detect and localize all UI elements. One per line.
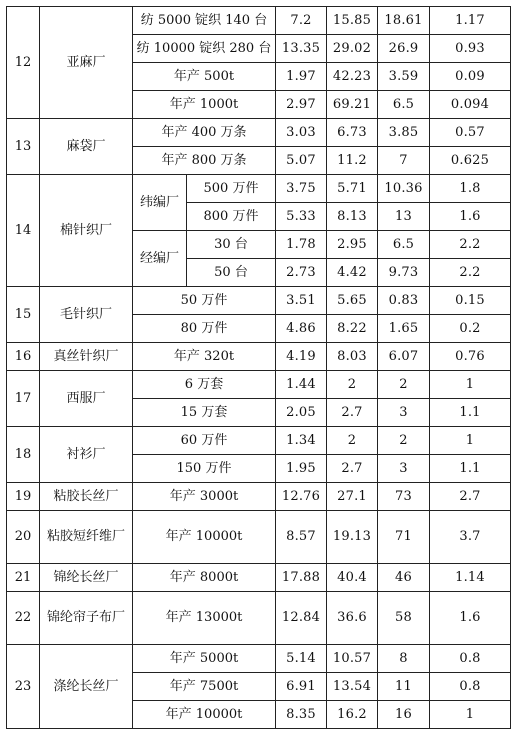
scale-cell: 年产 1000t [133, 91, 276, 119]
value-cell: 7 [378, 147, 430, 175]
scale-cell: 年产 500t [133, 63, 276, 91]
factory-name: 棉针织厂 [40, 175, 133, 287]
value-cell: 6.91 [276, 673, 327, 701]
value-cell: 8.13 [327, 203, 378, 231]
value-cell: 2.7 [430, 483, 511, 511]
value-cell: 3.7 [430, 511, 511, 564]
value-cell: 1.8 [430, 175, 511, 203]
factory-name: 粘胶短纤维厂 [40, 511, 133, 564]
value-cell: 1.65 [378, 315, 430, 343]
value-cell: 6.5 [378, 231, 430, 259]
value-cell: 5.14 [276, 645, 327, 673]
value-cell: 19.13 [327, 511, 378, 564]
value-cell: 2 [327, 427, 378, 455]
value-cell: 8 [378, 645, 430, 673]
value-cell: 42.23 [327, 63, 378, 91]
value-cell: 1.78 [276, 231, 327, 259]
scale-cell: 150 万件 [133, 455, 276, 483]
value-cell: 13 [378, 203, 430, 231]
value-cell: 0.8 [430, 673, 511, 701]
factory-name: 锦纶长丝厂 [40, 564, 133, 592]
scale-cell: 50 万件 [133, 287, 276, 315]
table-row [7, 371, 511, 399]
factory-name: 粘胶长丝厂 [40, 483, 133, 511]
value-cell: 5.33 [276, 203, 327, 231]
scale-cell: 年产 13000t [133, 592, 276, 645]
scale-cell: 纺 10000 锭织 280 台 [133, 35, 276, 63]
scale-cell: 30 台 [187, 231, 276, 259]
value-cell: 8.03 [327, 343, 378, 371]
value-cell: 1 [430, 427, 511, 455]
row-number: 18 [7, 427, 40, 483]
value-cell: 2 [378, 427, 430, 455]
table-row [7, 645, 511, 673]
value-cell: 0.094 [430, 91, 511, 119]
value-cell: 12.76 [276, 483, 327, 511]
value-cell: 1.95 [276, 455, 327, 483]
table-row [7, 427, 511, 455]
factory-name: 衬衫厂 [40, 427, 133, 483]
value-cell: 18.61 [378, 7, 430, 35]
value-cell: 3.75 [276, 175, 327, 203]
value-cell: 2.73 [276, 259, 327, 287]
value-cell: 0.83 [378, 287, 430, 315]
scale-cell: 80 万件 [133, 315, 276, 343]
value-cell: 4.86 [276, 315, 327, 343]
scale-cell: 500 万件 [187, 175, 276, 203]
value-cell: 13.54 [327, 673, 378, 701]
factory-name: 西服厂 [40, 371, 133, 427]
value-cell: 9.73 [378, 259, 430, 287]
factory-name: 亚麻厂 [40, 7, 133, 119]
value-cell: 8.22 [327, 315, 378, 343]
row-number: 12 [7, 7, 40, 119]
value-cell: 2.7 [327, 455, 378, 483]
scale-cell: 年产 10000t [133, 511, 276, 564]
row-number: 22 [7, 592, 40, 645]
value-cell: 0.2 [430, 315, 511, 343]
factory-name: 毛针织厂 [40, 287, 133, 343]
value-cell: 1.1 [430, 399, 511, 427]
row-number: 17 [7, 371, 40, 427]
value-cell: 5.07 [276, 147, 327, 175]
value-cell: 8.35 [276, 701, 327, 729]
factory-name: 涤纶长丝厂 [40, 645, 133, 729]
value-cell: 2.7 [327, 399, 378, 427]
value-cell: 1 [430, 371, 511, 399]
value-cell: 3.51 [276, 287, 327, 315]
row-number: 21 [7, 564, 40, 592]
value-cell: 2 [378, 371, 430, 399]
value-cell: 6.5 [378, 91, 430, 119]
value-cell: 1.14 [430, 564, 511, 592]
value-cell: 2.95 [327, 231, 378, 259]
table-row [7, 343, 511, 371]
value-cell: 2 [327, 371, 378, 399]
row-number: 19 [7, 483, 40, 511]
table-row [7, 511, 511, 564]
value-cell: 0.8 [430, 645, 511, 673]
value-cell: 73 [378, 483, 430, 511]
value-cell: 0.15 [430, 287, 511, 315]
value-cell: 6.73 [327, 119, 378, 147]
value-cell: 10.57 [327, 645, 378, 673]
value-cell: 3.85 [378, 119, 430, 147]
value-cell: 1 [430, 701, 511, 729]
value-cell: 3.03 [276, 119, 327, 147]
value-cell: 1.6 [430, 592, 511, 645]
value-cell: 1.1 [430, 455, 511, 483]
value-cell: 10.36 [378, 175, 430, 203]
value-cell: 0.57 [430, 119, 511, 147]
value-cell: 0.76 [430, 343, 511, 371]
value-cell: 27.1 [327, 483, 378, 511]
value-cell: 2.2 [430, 259, 511, 287]
value-cell: 3 [378, 455, 430, 483]
value-cell: 29.02 [327, 35, 378, 63]
value-cell: 2.2 [430, 231, 511, 259]
value-cell: 40.4 [327, 564, 378, 592]
sub-factory-name: 纬编厂 [133, 175, 187, 231]
row-number: 16 [7, 343, 40, 371]
factory-data-table [6, 6, 511, 729]
value-cell: 0.09 [430, 63, 511, 91]
value-cell: 11.2 [327, 147, 378, 175]
value-cell: 58 [378, 592, 430, 645]
table-row [7, 287, 511, 315]
table-row [7, 483, 511, 511]
value-cell: 1.17 [430, 7, 511, 35]
value-cell: 1.34 [276, 427, 327, 455]
scale-cell: 800 万件 [187, 203, 276, 231]
sub-factory-name: 经编厂 [133, 231, 187, 287]
scale-cell: 60 万件 [133, 427, 276, 455]
value-cell: 71 [378, 511, 430, 564]
value-cell: 5.65 [327, 287, 378, 315]
value-cell: 2.97 [276, 91, 327, 119]
row-number: 14 [7, 175, 40, 287]
table-row [7, 7, 511, 35]
scale-cell: 纺 5000 锭织 140 台 [133, 7, 276, 35]
scale-cell: 6 万套 [133, 371, 276, 399]
value-cell: 0.93 [430, 35, 511, 63]
value-cell: 17.88 [276, 564, 327, 592]
value-cell: 26.9 [378, 35, 430, 63]
factory-name: 锦纶帘子布厂 [40, 592, 133, 645]
value-cell: 13.35 [276, 35, 327, 63]
value-cell: 5.71 [327, 175, 378, 203]
scale-cell: 年产 3000t [133, 483, 276, 511]
value-cell: 46 [378, 564, 430, 592]
value-cell: 36.6 [327, 592, 378, 645]
value-cell: 12.84 [276, 592, 327, 645]
row-number: 23 [7, 645, 40, 729]
scale-cell: 年产 800 万条 [133, 147, 276, 175]
value-cell: 1.44 [276, 371, 327, 399]
scale-cell: 年产 400 万条 [133, 119, 276, 147]
value-cell: 6.07 [378, 343, 430, 371]
value-cell: 15.85 [327, 7, 378, 35]
row-number: 20 [7, 511, 40, 564]
row-number: 13 [7, 119, 40, 175]
value-cell: 0.625 [430, 147, 511, 175]
value-cell: 1.6 [430, 203, 511, 231]
value-cell: 8.57 [276, 511, 327, 564]
value-cell: 11 [378, 673, 430, 701]
value-cell: 4.19 [276, 343, 327, 371]
scale-cell: 年产 320t [133, 343, 276, 371]
scale-cell: 年产 7500t [133, 673, 276, 701]
row-number: 15 [7, 287, 40, 343]
value-cell: 4.42 [327, 259, 378, 287]
value-cell: 3 [378, 399, 430, 427]
scale-cell: 年产 10000t [133, 701, 276, 729]
scale-cell: 50 台 [187, 259, 276, 287]
value-cell: 16.2 [327, 701, 378, 729]
factory-name: 麻袋厂 [40, 119, 133, 175]
table-row [7, 592, 511, 645]
value-cell: 1.97 [276, 63, 327, 91]
table-row [7, 564, 511, 592]
scale-cell: 年产 5000t [133, 645, 276, 673]
scale-cell: 15 万套 [133, 399, 276, 427]
value-cell: 2.05 [276, 399, 327, 427]
value-cell: 3.59 [378, 63, 430, 91]
factory-name: 真丝针织厂 [40, 343, 133, 371]
value-cell: 69.21 [327, 91, 378, 119]
table-row [7, 175, 511, 203]
value-cell: 7.2 [276, 7, 327, 35]
value-cell: 16 [378, 701, 430, 729]
table-row [7, 119, 511, 147]
scale-cell: 年产 8000t [133, 564, 276, 592]
